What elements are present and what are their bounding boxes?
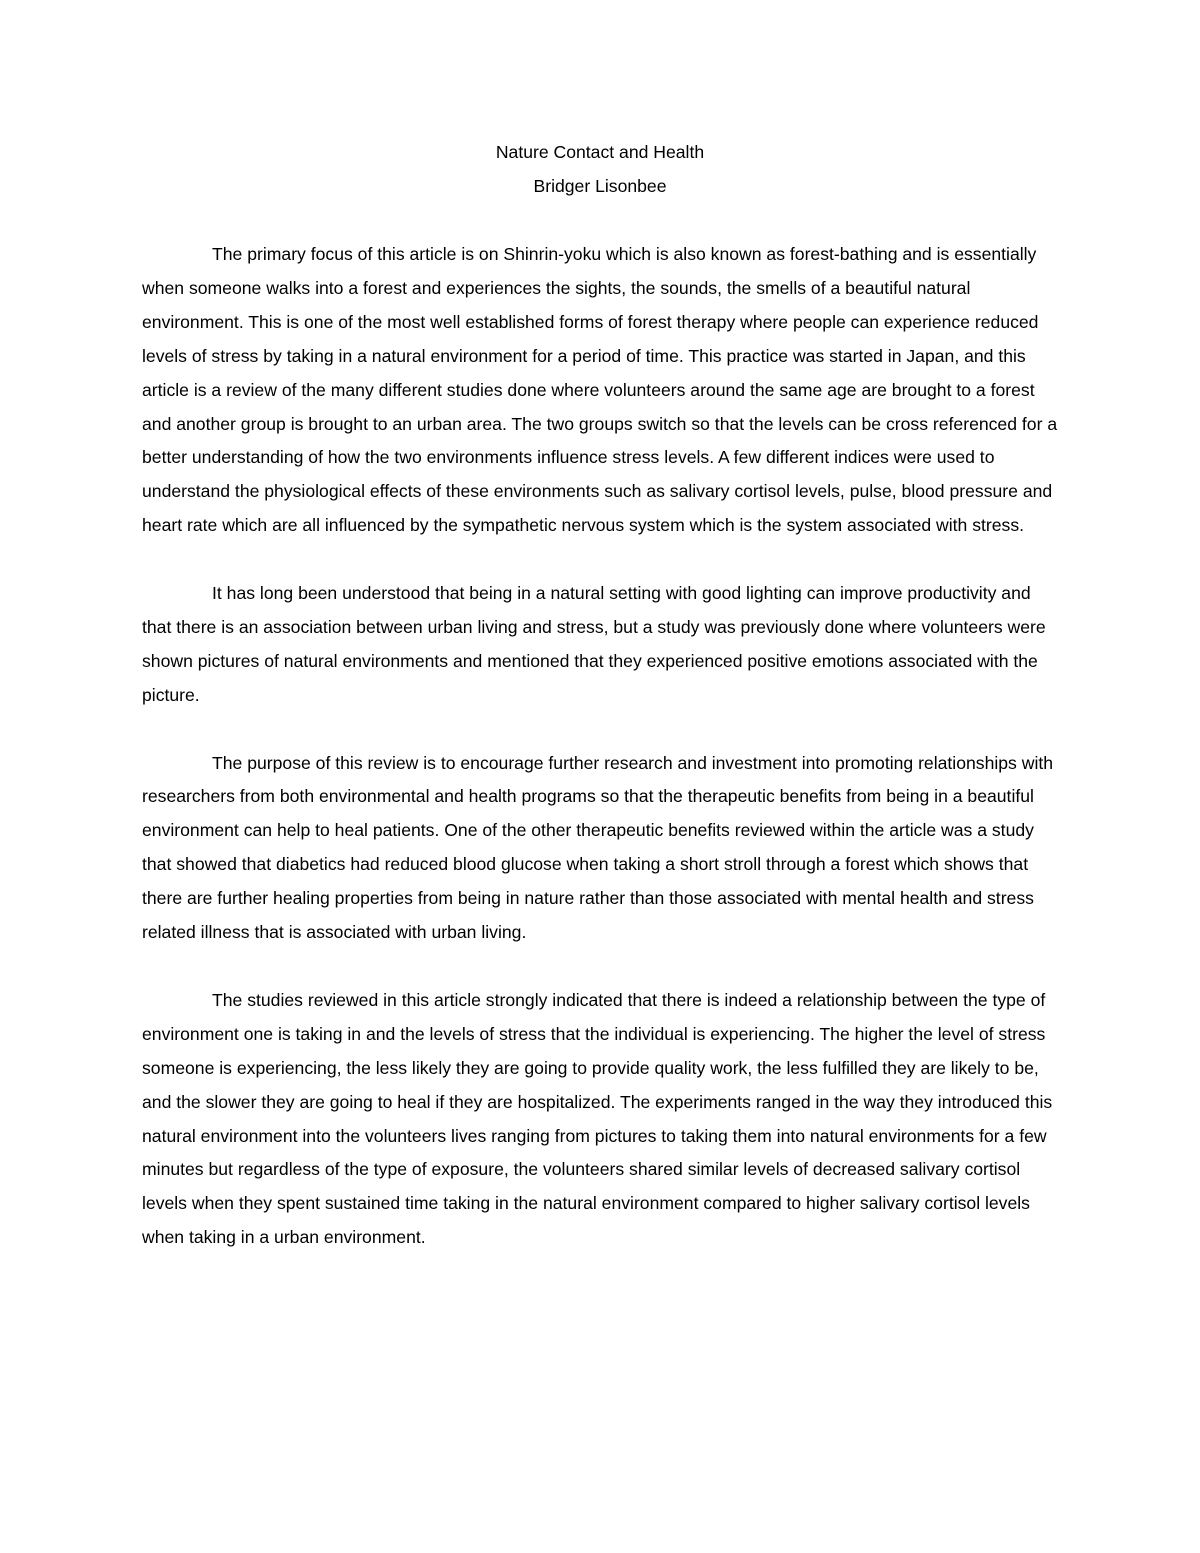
- document-body: [142, 238, 1060, 1255]
- body-paragraph-3: The purpose of this review is to encourage further research and investment into promoting relationships with researchers from both environmental and health programs so that the therapeutic benefits from being in a beautiful environment can help to heal patients. One of the other therapeutic benefits reviewed within the article was a study that showed that diabetics had reduced blood glucose when taking a short stroll through a forest which shows that there are further healing properties from being in nature rather than those associated with mental health and stress related illness that is associated with urban living.: [142, 752, 1054, 943]
- document-author: Bridger Lisonbee: [533, 176, 667, 196]
- document-title: Nature Contact and Health: [495, 142, 705, 162]
- body-paragraph-2: It has long been understood that being in a natural setting with good lighting can improve productivity and that there is an association between urban living and stress, but a study was previously done where volunteers were shown pictures of natural environments and mentioned that they experienced positive emotions associated with the picture.: [142, 583, 1046, 705]
- body-paragraph-1: The primary focus of this article is on Shinrin-yoku which is also known as forest-bathing and is essentially when someone walks into a forest and experiences the sights, the sounds, the smells of a beautiful natural environment. This is one of the most well established forms of forest therapy where people can experience reduced levels of stress by taking in a natural environment for a period of time. This practice was started in Japan, and this article is a review of the many different studies done where volunteers around the same age are brought to a forest and another group is brought to an urban area. The two groups switch so that the levels can be cross referenced for a better understanding of how the two environments influence stress levels. A few different indices were used to understand the physiological effects of these environments such as salivary cortisol levels, pulse, blood pressure and heart rate which are all influenced by the sympathetic nervous system which is the system associated with stress.: [142, 244, 1058, 536]
- body-paragraph-4: The studies reviewed in this article strongly indicated that there is indeed a relationship between the type of environment one is taking in and the levels of stress that the individual is experiencing. The higher the level of stress someone is experiencing, the less likely they are going to provide quality work, the less fulfilled they are likely to be, and the slower they are going to heal if they are hospitalized. The experiments ranged in the way they introduced this natural environment into the volunteers lives ranging from pictures to taking them into natural environments for a few minutes but regardless of the type of exposure, the volunteers shared similar levels of decreased salivary cortisol levels when they spent sustained time taking in the natural environment compared to higher salivary cortisol levels when taking in a urban environment.: [142, 989, 1053, 1248]
